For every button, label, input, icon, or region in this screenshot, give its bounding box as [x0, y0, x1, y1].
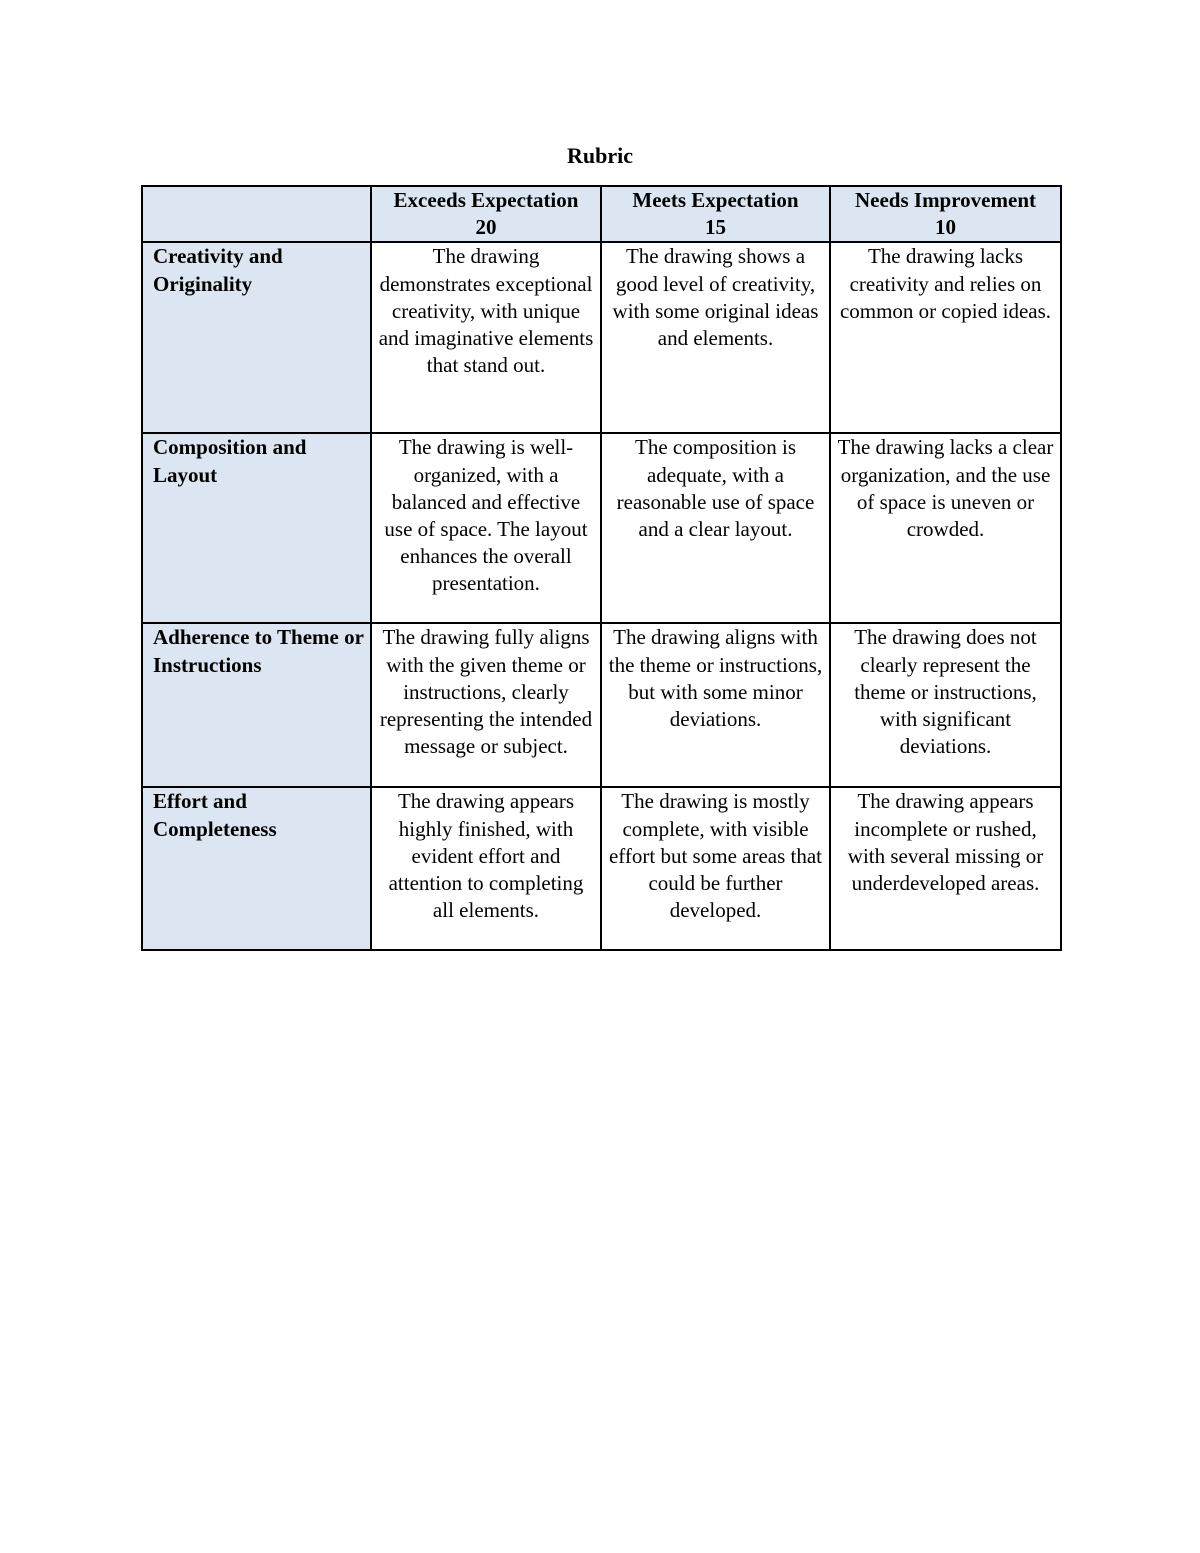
description-cell: The drawing is well-organized, with a balanced and effective use of space. The layout enhances the overall presentation. [371, 433, 601, 623]
description-cell: The drawing demonstrates exceptional creativity, with unique and imaginative elements that stand out. [371, 242, 601, 433]
level-label: Exceeds Expectation [393, 188, 579, 212]
level-label: Meets Expectation [632, 188, 799, 212]
description-cell: The composition is adequate, with a reasonable use of space and a clear layout. [601, 433, 830, 623]
description-cell: The drawing appears highly finished, with evident effort and attention to completing all elements. [371, 787, 601, 950]
description-cell: The drawing shows a good level of creativity, with some original ideas and elements. [601, 242, 830, 433]
description-cell: The drawing aligns with the theme or instructions, but with some minor deviations. [601, 623, 830, 787]
level-points: 20 [475, 215, 497, 240]
header-row [142, 186, 1061, 242]
criterion-cell: Creativity and Originality [142, 242, 371, 433]
header-corner-cell [142, 186, 371, 242]
description-cell: The drawing is mostly complete, with visible effort but some areas that could be further developed. [601, 787, 830, 950]
level-points: 10 [935, 215, 956, 240]
table-row [142, 433, 1061, 623]
page-title: Rubric [567, 143, 633, 168]
rubric-table [141, 185, 1062, 951]
header-level-needs-improvement [830, 186, 1061, 242]
criterion-cell: Composition and Layout [142, 433, 371, 623]
level-points: 15 [705, 215, 726, 240]
criterion-cell: Effort and Completeness [142, 787, 371, 950]
description-cell: The drawing does not clearly represent the theme or instructions, with significant deviations. [830, 623, 1061, 787]
header-level-meets [601, 186, 830, 242]
table-row [142, 242, 1061, 433]
table-row [142, 623, 1061, 787]
level-label: Needs Improvement [854, 188, 1036, 212]
criterion-cell: Adherence to Theme or Instructions [142, 623, 371, 787]
description-cell: The drawing lacks creativity and relies on common or copied ideas. [830, 242, 1061, 433]
table-row [142, 787, 1061, 950]
description-cell: The drawing lacks a clear organization, and the use of space is uneven or crowded. [830, 433, 1061, 623]
header-level-exceeds [371, 186, 601, 242]
description-cell: The drawing appears incomplete or rushed, with several missing or underdeveloped areas. [830, 787, 1061, 950]
description-cell: The drawing fully aligns with the given theme or instructions, clearly representing the intended message or subject. [371, 623, 601, 787]
